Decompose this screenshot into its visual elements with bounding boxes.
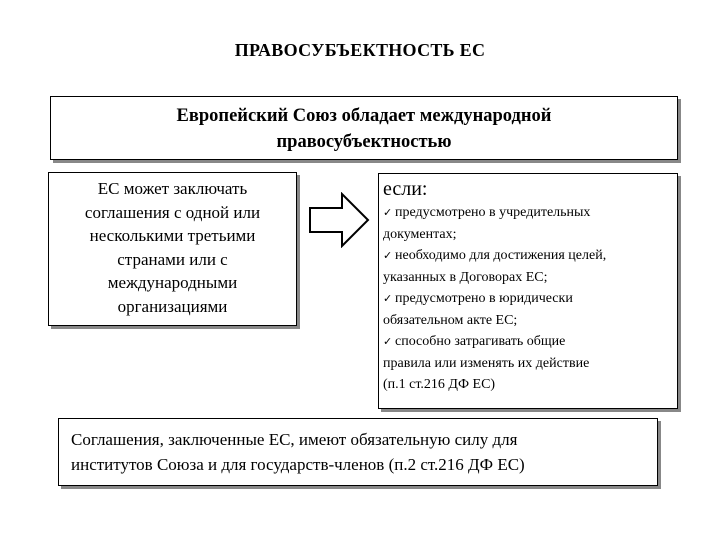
- left-box-line: ЕС может заключать: [97, 179, 248, 198]
- bottom-statement-box: [58, 418, 658, 486]
- right-conditions-box: [378, 173, 678, 409]
- left-box-line: соглашения с одной или: [84, 202, 261, 222]
- checkmark-icon: ✓: [383, 249, 393, 262]
- left-box-line: несколькими третьими: [89, 226, 256, 245]
- condition-text: обязательном акте ЕС;: [383, 312, 518, 328]
- bottom-statement-line-1: Соглашения, заключенные ЕС, имеют обязательную силу для: [71, 430, 518, 449]
- condition-text: документах;: [383, 226, 457, 242]
- main-statement-line-2: правосубъектностью: [276, 132, 452, 152]
- condition-text: предусмотрено в юридически: [395, 291, 573, 306]
- condition-text: (п.1 ст.216 ДФ ЕС): [383, 377, 496, 392]
- condition-text: необходимо для достижения целей,: [395, 248, 607, 263]
- condition-item: [383, 202, 671, 245]
- left-box-line: странами или с: [117, 249, 228, 269]
- main-statement-line-1: Европейский Союз обладает международной: [176, 106, 552, 126]
- checkmark-icon: ✓: [383, 335, 393, 348]
- left-box-line: международными: [107, 273, 238, 292]
- condition-item: [383, 288, 671, 331]
- condition-text: предусмотрено в учредительных: [395, 205, 591, 220]
- left-box-line: организациями: [117, 296, 228, 316]
- condition-text: правила или изменять их действие: [383, 355, 590, 371]
- condition-item: [383, 245, 671, 288]
- bottom-statement-line-2: институтов Союза и для государств-членов (п.2 ст.216 ДФ ЕС): [71, 455, 525, 474]
- conditions-heading: если:: [383, 178, 428, 200]
- right-arrow-icon: [308, 192, 370, 248]
- diagram-title: ПРАВОСУБЪЕКТНОСТЬ ЕС: [234, 40, 486, 60]
- left-condition-box: [48, 172, 297, 326]
- condition-item: [383, 331, 671, 396]
- main-statement-box: [50, 96, 678, 160]
- condition-text: указанных в Договорах ЕС;: [383, 269, 548, 285]
- checkmark-icon: ✓: [383, 292, 393, 305]
- checkmark-icon: ✓: [383, 206, 393, 219]
- condition-text: способно затрагивать общие: [395, 334, 566, 349]
